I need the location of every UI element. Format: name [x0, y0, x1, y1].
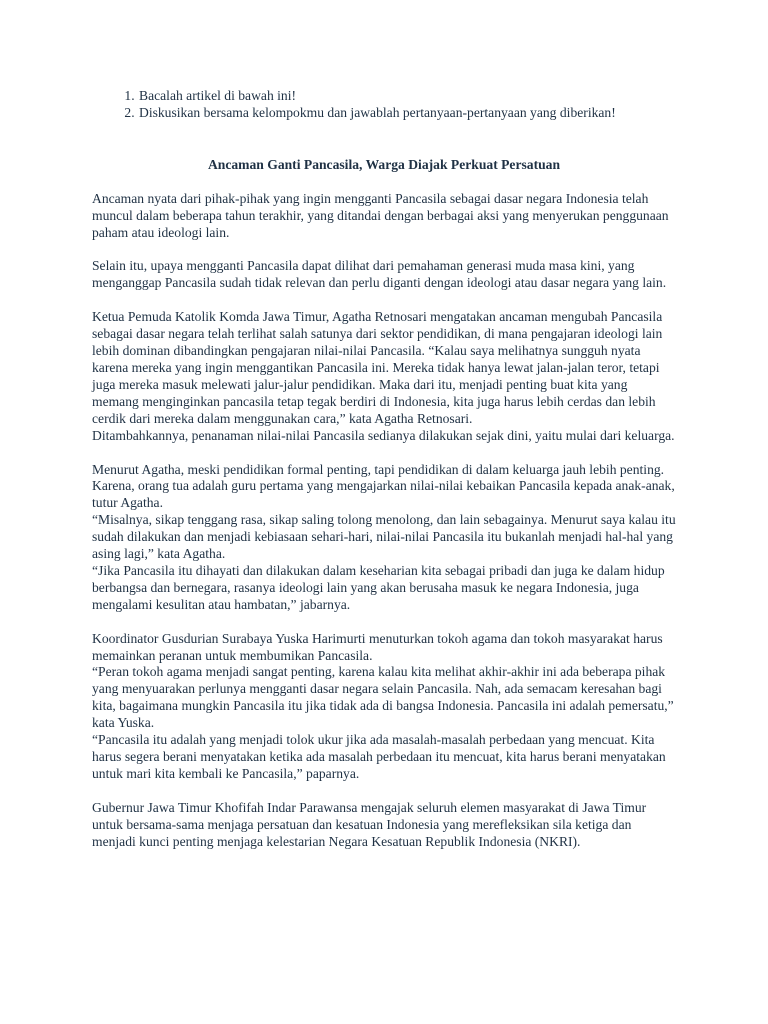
paragraph-text: Ditambahkannya, penanaman nilai-nilai Pancasila sedianya dilakukan sejak dini, yaitu mulai dari keluarga. — [92, 427, 675, 443]
quote-text: “Jika Pancasila itu dihayati dan dilakukan dalam keseharian kita sebagai pribadi dan juga ke dalam hidup berbangsa dan bernegara, rasanya ideologi lain yang akan berusaha masuk ke negara Indonesia, juga mengalami kesulitan atau hambatan,” jabarnya. — [92, 562, 665, 612]
quote-text: “Peran tokoh agama menjadi sangat penting, karena kalau kita melihat akhir-akhir ini ada beberapa pihak yang menyuarakan perlunya mengganti dasar negara selain Pancasila. Nah, ada semacam keresahan bagi kita, bagaimana mungkin Pancasila itu jika tidak ada di bangsa Indonesia. Pancasila ini adalah pemersatu,” kata Yuska. — [92, 664, 674, 731]
instruction-item: 1. Bacalah artikel di bawah ini! — [138, 88, 678, 105]
article-paragraph — [92, 258, 676, 292]
article-paragraph — [92, 309, 676, 444]
article-body — [92, 191, 676, 851]
quote-text: “Pancasila itu adalah yang menjadi tolok ukur jika ada masalah-masalah perbedaan yang mencuat. Kita harus segera berani menyatakan ketika ada masalah perbedaan itu mencuat, kita harus berani menyatakan untuk mari kita kembali ke Pancasila,” paparnya. — [92, 732, 666, 781]
paragraph-text: Ketua Pemuda Katolik Komda Jawa Timur, Agatha Retnosari mengatakan ancaman mengubah Pancasila sebagai dasar negara telah terlihat salah satunya dari sektor pendidikan, di mana pengajaran ideologi lain lebih dominan dibandingkan pengajaran nilai-nilai Pancasila. “Kalau saya melihatnya sungguh nyata karena mereka yang ingin menggantikan Pancasila ini. Mereka tidak hanya lewat jalan-jalan teror, tetapi juga mereka masuk melewati jalur-jalur pendidikan. Maka dari itu, menjadi penting buat kita yang memang menginginkan pancasila tetap tegak berdiri di Indonesia, kita juga harus lebih cerdas dan lebih cerdik dari mereka dalam menggunakan cara,” kata Agatha Retnosari. — [92, 309, 663, 426]
paragraph-text: Menurut Agatha, meski pendidikan formal penting, tapi pendidikan di dalam keluarga jauh lebih penting. Karena, orang tua adalah guru pertama yang mengajarkan nilai-nilai kebaikan Pancasila kepada anak-anak, tutur Agatha. — [92, 461, 675, 511]
article-title: Ancaman Ganti Pancasila, Warga Diajak Perkuat Persatuan — [207, 156, 561, 172]
quote-text: “Misalnya, sikap tenggang rasa, sikap saling tolong menolong, dan lain sebagainya. Menurut saya kalau itu sudah dilakukan dan menjadi kebiasaan sehari-hari, nilai-nilai Pancasila itu bukanlah menjadi hal-hal yang asing lagi,” kata Agatha. — [92, 512, 676, 562]
instruction-item: 2. Diskusikan bersama kelompokmu dan jawablah pertanyaan-pertanyaan yang diberikan! — [138, 105, 678, 122]
paragraph-text: Gubernur Jawa Timur Khofifah Indar Parawansa mengajak seluruh elemen masyarakat di Jawa Timur untuk bersama-sama menjaga persatuan dan kesatuan Indonesia yang merefleksikan sila ketiga dan menjadi kunci penting menjaga kelestarian Negara Kesatuan Republik Indonesia (NKRI). — [92, 799, 647, 849]
paragraph-text: Koordinator Gusdurian Surabaya Yuska Harimurti menuturkan tokoh agama dan tokoh masyarakat harus memainkan peranan untuk membumikan Pancasila. — [92, 630, 663, 663]
article-paragraph — [92, 800, 676, 851]
article-paragraph — [92, 462, 676, 614]
article-paragraph — [92, 191, 676, 242]
paragraph-text: Selain itu, upaya mengganti Pancasila dapat dilihat dari pemahaman generasi muda masa kini, yang menganggap Pancasila sudah tidak relevan dan perlu diganti dengan ideologi atau dasar negara yang lain. — [92, 258, 667, 291]
instruction-list — [92, 88, 678, 122]
article-paragraph — [92, 631, 676, 783]
paragraph-text: Ancaman nyata dari pihak-pihak yang ingin mengganti Pancasila sebagai dasar negara Indonesia telah muncul dalam beberapa tahun terakhir, yang ditandai dengan berbagai aksi yang menyerukan penggunaan paham atau ideologi lain. — [92, 190, 669, 240]
